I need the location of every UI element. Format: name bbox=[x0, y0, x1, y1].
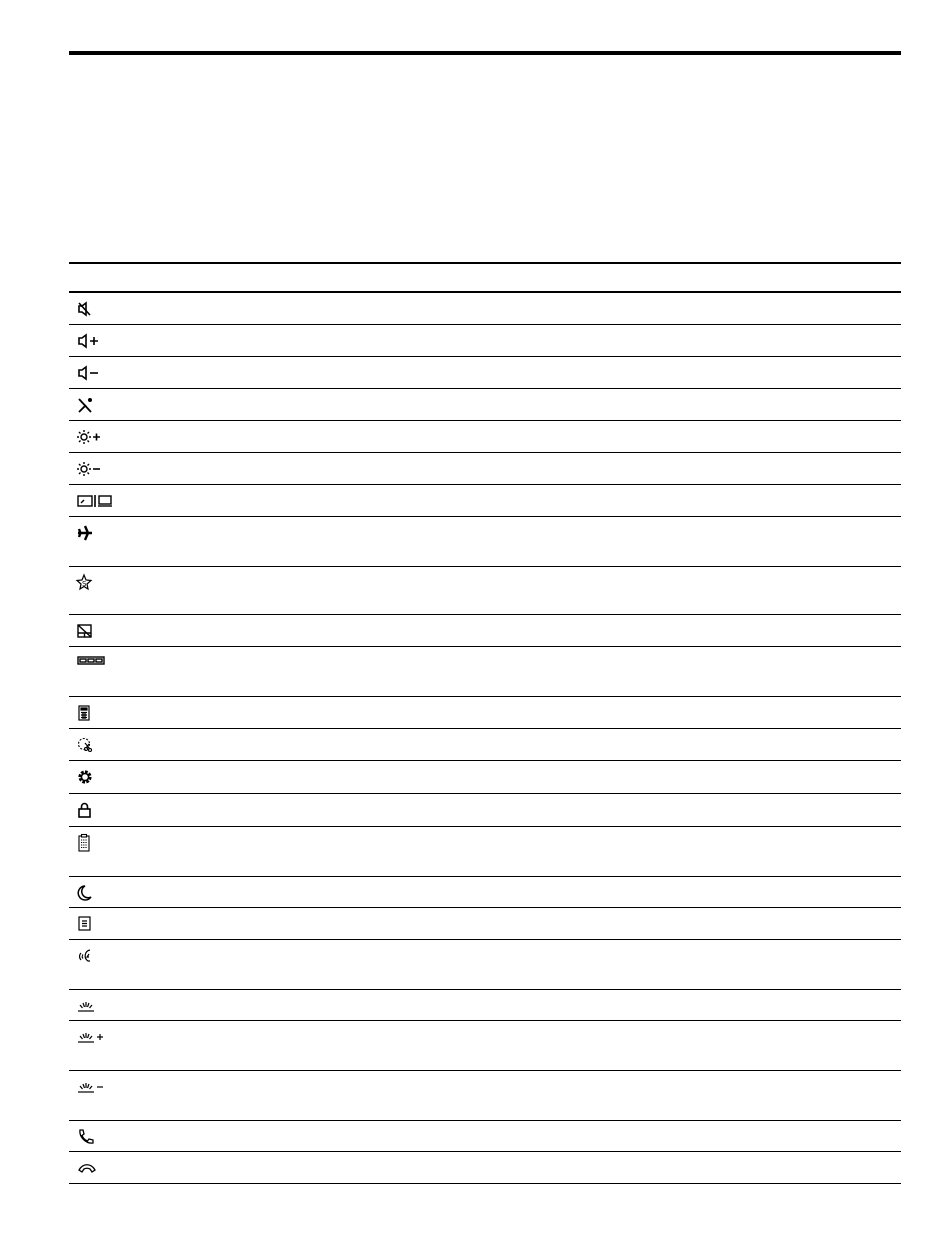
brightness-up-icon bbox=[77, 428, 117, 446]
table-row bbox=[69, 761, 901, 794]
table-row bbox=[69, 940, 901, 990]
keyboard-backlight-icon bbox=[77, 997, 117, 1015]
keyboard-backlight-down-icon bbox=[77, 1078, 117, 1096]
hotkey-icon-table bbox=[69, 262, 901, 1184]
table-row bbox=[69, 357, 901, 389]
settings-gear-icon bbox=[77, 768, 117, 786]
top-rule bbox=[69, 51, 901, 55]
clipboard-icon bbox=[77, 834, 117, 852]
snipping-tool-icon bbox=[77, 736, 117, 754]
volume-up-icon bbox=[77, 332, 117, 350]
table-row bbox=[69, 990, 901, 1021]
favorite-star-icon bbox=[77, 574, 117, 592]
volume-down-icon bbox=[77, 364, 117, 382]
table-row bbox=[69, 453, 901, 485]
table-row bbox=[69, 827, 901, 877]
table-row bbox=[69, 729, 901, 761]
touchpad-disable-icon bbox=[77, 622, 117, 640]
brightness-down-icon bbox=[77, 460, 117, 478]
table-header bbox=[69, 262, 901, 293]
table-row bbox=[69, 421, 901, 453]
lock-icon bbox=[77, 801, 117, 819]
table-row bbox=[69, 877, 901, 908]
table-row bbox=[69, 1121, 901, 1152]
airplane-mode-icon bbox=[77, 524, 117, 542]
phone-answer-icon bbox=[77, 1128, 117, 1146]
table-row bbox=[69, 517, 901, 567]
voice-assistant-icon bbox=[77, 947, 117, 965]
table-row bbox=[69, 293, 901, 325]
multi-window-icon bbox=[77, 654, 117, 672]
microphone-mute-icon bbox=[77, 396, 117, 414]
table-row bbox=[69, 1071, 901, 1121]
table-row bbox=[69, 908, 901, 940]
keyboard-backlight-up-icon bbox=[77, 1028, 117, 1046]
svg-text:S: S bbox=[82, 580, 87, 588]
table-row bbox=[69, 615, 901, 647]
table-row bbox=[69, 647, 901, 697]
menu-list-icon bbox=[77, 915, 117, 933]
phone-hangup-icon bbox=[77, 1159, 117, 1177]
table-row bbox=[69, 1021, 901, 1071]
table-row bbox=[69, 1152, 901, 1184]
table-row bbox=[69, 567, 901, 615]
calculator-icon bbox=[77, 704, 117, 722]
table-row bbox=[69, 697, 901, 729]
table-row bbox=[69, 794, 901, 827]
sleep-moon-icon bbox=[77, 884, 117, 902]
table-row bbox=[69, 325, 901, 357]
mute-icon bbox=[77, 300, 117, 318]
table-row bbox=[69, 389, 901, 421]
table-row bbox=[69, 485, 901, 517]
display-switch-icon bbox=[77, 492, 117, 510]
